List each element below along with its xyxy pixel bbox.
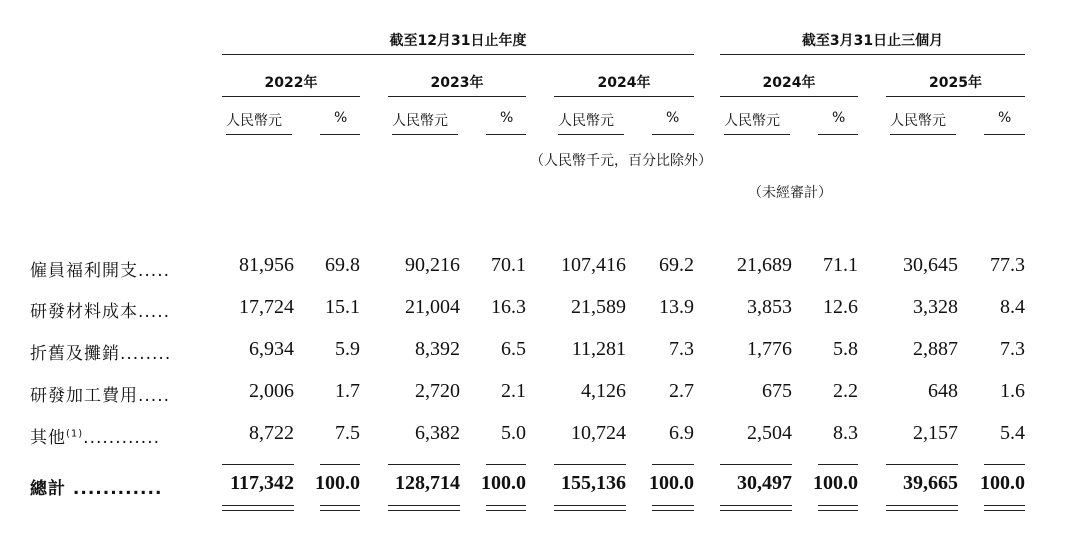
percent-cell: 16.3 (491, 296, 526, 318)
percent-cell: 77.3 (990, 254, 1025, 276)
percent-cell: 2.7 (669, 380, 694, 402)
amount-cell: 2,157 (913, 422, 958, 444)
total-top-rule (388, 464, 460, 465)
percent-cell: 5.8 (833, 338, 858, 360)
unit-header-rule (392, 134, 458, 135)
amount-cell: 21,004 (405, 296, 460, 318)
total-double-rule (886, 505, 958, 511)
percent-cell: 8.3 (833, 422, 858, 444)
total-double-rule (984, 505, 1025, 511)
year-rule-2025-q1 (886, 96, 1025, 97)
pct-header-rule (984, 134, 1025, 135)
total-top-rule (222, 464, 294, 465)
row-label-rd-materials: 研發材料成本..... (30, 302, 171, 322)
percent-cell: 7.3 (669, 338, 694, 360)
total-top-rule (720, 464, 792, 465)
amount-cell: 675 (762, 380, 792, 402)
amount-cell: 17,724 (239, 296, 294, 318)
amount-cell: 8,722 (249, 422, 294, 444)
amount-cell: 30,645 (903, 254, 958, 276)
total-percent-cell: 100.0 (813, 472, 858, 494)
percent-cell: 70.1 (491, 254, 526, 276)
total-double-rule (652, 505, 694, 511)
total-percent-cell: 100.0 (649, 472, 694, 494)
row-label-total: 總計 ............ (30, 479, 163, 499)
amount-cell: 21,689 (737, 254, 792, 276)
amount-cell: 81,956 (239, 254, 294, 276)
year-header-2022: 2022年 (264, 75, 318, 91)
percent-cell: 69.2 (659, 254, 694, 276)
total-top-rule (554, 464, 626, 465)
percent-cell: 2.1 (501, 380, 526, 402)
total-top-rule (818, 464, 858, 465)
header-year-group: 截至12月31日止年度 (389, 33, 527, 49)
total-top-rule (652, 464, 694, 465)
percent-cell: 71.1 (823, 254, 858, 276)
pct-header: % (334, 110, 348, 126)
total-percent-cell: 100.0 (315, 472, 360, 494)
total-double-rule (222, 505, 294, 511)
total-percent-cell: 100.0 (481, 472, 526, 494)
pct-header: % (666, 110, 680, 126)
amount-cell: 2,887 (913, 338, 958, 360)
year-rule-2024 (554, 96, 694, 97)
amount-cell: 6,382 (415, 422, 460, 444)
percent-cell: 69.8 (325, 254, 360, 276)
total-double-rule (554, 505, 626, 511)
row-label-others (30, 423, 160, 448)
row-label-employee-benefits: 僱員福利開支..... (30, 261, 171, 281)
row-label-depreciation: 折舊及攤銷........ (30, 344, 172, 364)
pct-header-rule (652, 134, 694, 135)
total-amount-cell: 155,136 (561, 472, 626, 494)
amount-cell: 107,416 (561, 254, 626, 276)
footnote-marker: (1) (66, 428, 84, 440)
pct-header: % (500, 110, 514, 126)
total-amount-cell: 30,497 (737, 472, 792, 494)
total-double-rule (388, 505, 460, 511)
amount-cell: 8,392 (415, 338, 460, 360)
amount-cell: 1,776 (747, 338, 792, 360)
amount-cell: 3,853 (747, 296, 792, 318)
total-double-rule (818, 505, 858, 511)
total-amount-cell: 117,342 (230, 472, 294, 494)
unit-header: 人民幣元 (392, 113, 448, 129)
percent-cell: 5.9 (335, 338, 360, 360)
total-double-rule (486, 505, 526, 511)
pct-header-rule (486, 134, 526, 135)
year-header-2025-q1: 2025年 (929, 75, 982, 91)
total-double-rule (320, 505, 360, 511)
percent-cell: 6.5 (501, 338, 526, 360)
unit-header: 人民幣元 (724, 113, 780, 129)
percent-cell: 8.4 (1000, 296, 1025, 318)
row-label-rd-processing: 研發加工費用..... (30, 386, 171, 406)
total-double-rule (720, 505, 792, 511)
total-top-rule (486, 464, 526, 465)
percent-cell: 5.0 (501, 422, 526, 444)
total-amount-cell: 128,714 (395, 472, 460, 494)
header-year-group-rule (222, 54, 694, 55)
total-amount-cell: 39,665 (903, 472, 958, 494)
pct-header-rule (320, 134, 360, 135)
unit-header-rule (558, 134, 624, 135)
amount-cell: 3,328 (913, 296, 958, 318)
percent-cell: 12.6 (823, 296, 858, 318)
percent-cell: 1.7 (335, 380, 360, 402)
percent-cell: 1.6 (1000, 380, 1025, 402)
header-quarter-group-rule (720, 54, 1025, 55)
percent-cell: 6.9 (669, 422, 694, 444)
year-rule-2024-q1 (720, 96, 858, 97)
year-rule-2022 (222, 96, 360, 97)
unit-note: （人民幣千元，百分比除外） (530, 153, 712, 169)
year-header-2024-q1: 2024年 (762, 75, 816, 91)
amount-cell: 90,216 (405, 254, 460, 276)
percent-cell: 7.5 (335, 422, 360, 444)
amount-cell: 648 (928, 380, 958, 402)
total-top-rule (320, 464, 360, 465)
unaudited-note: （未經審計） (748, 185, 832, 201)
percent-cell: 15.1 (325, 296, 360, 318)
amount-cell: 2,720 (415, 380, 460, 402)
total-percent-cell: 100.0 (980, 472, 1025, 494)
unit-header: 人民幣元 (226, 113, 282, 129)
unit-header-rule (226, 134, 292, 135)
percent-cell: 7.3 (1000, 338, 1025, 360)
year-rule-2023 (388, 96, 526, 97)
amount-cell: 21,589 (571, 296, 626, 318)
percent-cell: 2.2 (833, 380, 858, 402)
total-top-rule (886, 464, 958, 465)
amount-cell: 6,934 (249, 338, 294, 360)
row-label-others-dots: ............ (83, 428, 161, 448)
percent-cell: 13.9 (659, 296, 694, 318)
percent-cell: 5.4 (1000, 422, 1025, 444)
total-top-rule (984, 464, 1025, 465)
amount-cell: 11,281 (571, 338, 626, 360)
pct-header-rule (818, 134, 858, 135)
unit-header-rule (724, 134, 790, 135)
header-quarter-group: 截至3月31日止三個月 (801, 33, 944, 49)
year-header-2024: 2024年 (597, 75, 651, 91)
year-header-2023: 2023年 (430, 75, 484, 91)
amount-cell: 4,126 (581, 380, 626, 402)
pct-header: % (998, 110, 1012, 126)
row-label-others-text: 其他 (30, 428, 66, 448)
amount-cell: 2,504 (747, 422, 792, 444)
unit-header: 人民幣元 (558, 113, 614, 129)
amount-cell: 2,006 (249, 380, 294, 402)
amount-cell: 10,724 (571, 422, 626, 444)
pct-header: % (832, 110, 846, 126)
unit-header-rule (890, 134, 956, 135)
unit-header: 人民幣元 (890, 113, 946, 129)
